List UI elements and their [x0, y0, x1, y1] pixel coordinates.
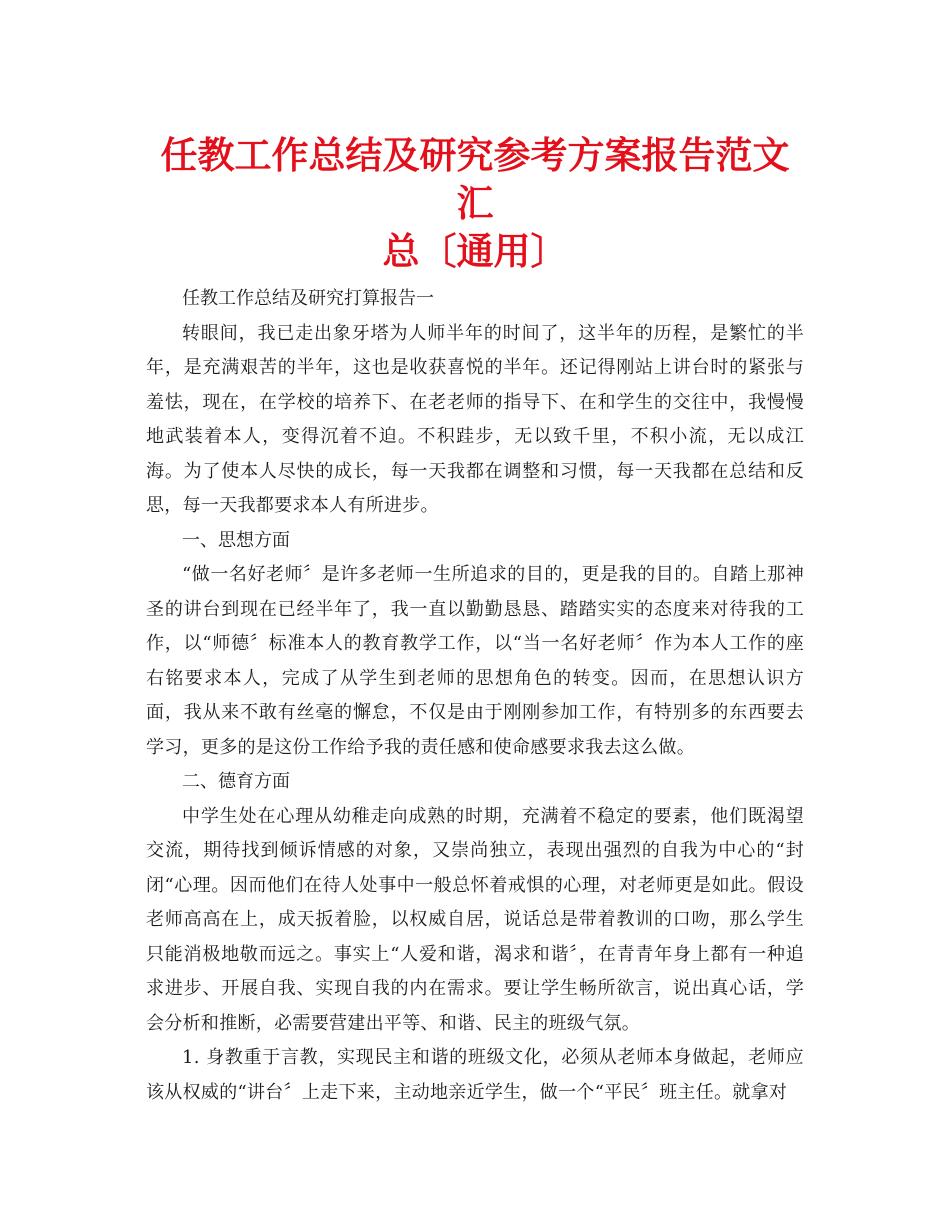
paragraph-point-1: 1. 身教重于言教，实现民主和谐的班级文化，必须从老师本身做起，老师应该从权威的“讲台〞上走下来，主动地亲近学生，做一个“平民〞班主任。就拿对: [146, 1047, 804, 1103]
subtitle: 任教工作总结及研究打算报告一: [182, 288, 434, 309]
paragraph-thought: “做一名好老师〞是许多老师一生所追求的目的，更是我的目的。自踏上那神圣的讲台到现在已经半年了，我一直以勤勤恳恳、踏踏实实的态度来对待我的工作，以“师德〞标准本人的教育教学工作，以“当一名好老师〞作为本人工作的座右铭要求本人，完成了从学生到老师的思想角色的转变。因而，在思想认识方面，我从来不敢有丝毫的懈怠，不仅是由于刚刚参加工作，有特别多的东西要去学习，更多的是这份工作给予我的责任感和使命感要求我去这么做。: [146, 564, 804, 758]
document-body: [146, 282, 804, 1110]
document-title: [146, 132, 804, 276]
paragraph-intro: 转眼间，我已走出象牙塔为人师半年的时间了，这半年的历程，是繁忙的半年，是充满艰苦的半年，这也是收获喜悦的半年。还记得刚站上讲台时的紧张与羞怯，现在，在学校的培养下、在老老师的指导下、在和学生的交往中，我慢慢地武装着本人，变得沉着不迫。不积跬步，无以致千里，不积小流，无以成江海。为了使本人尽快的成长，每一天我都在调整和习惯，每一天我都在总结和反思，每一天我都要求本人有所进步。: [146, 322, 804, 516]
section-heading-moral: 二、德育方面: [182, 771, 290, 792]
title-line-1: 任教工作总结及研究参考方案报告范文汇: [160, 134, 790, 225]
title-line-2: 总〔通用〕: [382, 230, 568, 273]
paragraph-moral: 中学生处在心理从幼稚走向成熟的时期，充满着不稳定的要素，他们既渴望交流，期待找到倾诉情感的对象，又崇尚独立，表现出强烈的自我为中心的“封闭“心理。因而他们在待人处事中一般总怀着戒惧的心理，对老师更是如此。假设老师高高在上，成天扳着脸，以权威自居，说话总是带着教训的口吻，那么学生只能消极地敬而远之。事实上“人爱和谐，渴求和谐〞，在青青年身上都有一种追求进步、开展自我、实现自我的内在需求。要让学生畅所欲言，说出真心话，学会分析和推断，必需要营建出平等、和谐、民主的班级气氛。: [146, 805, 804, 1034]
section-heading-thought: 一、思想方面: [182, 529, 290, 551]
